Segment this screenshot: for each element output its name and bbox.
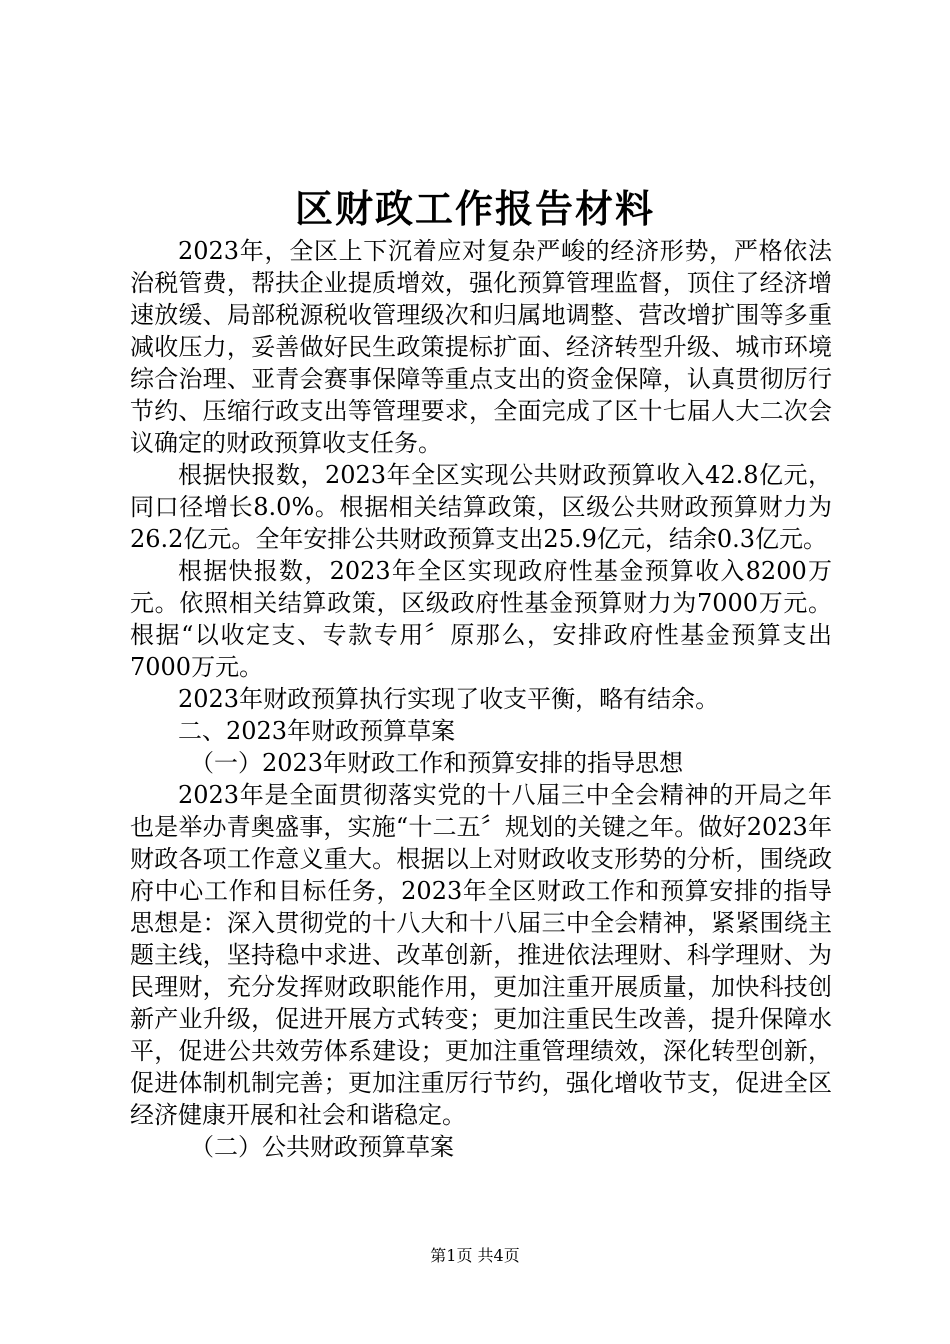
paragraph-balance: 2023年财政预算执行实现了收支平衡，略有结余。 [178,685,720,713]
paragraph-fund-budget: 根据快报数，2023年全区实现政府性基金预算收入8200万元。依照相关结算政策，区级政府性基金预算财力为7000万元。根据“以收定支、专款专用〞原那么，安排政府性基金预算支出7000万元。 [130,557,832,681]
paragraph-public-budget: 根据快报数，2023年全区实现公共财政预算收入42.8亿元，同口径增长8.0%。根据相关结算政策，区级公共财政预算财力为26.2亿元。全年安排公共财政预算支出25.9亿元，结余0.3亿元。 [130,461,832,553]
subsection-heading-public-budget-draft: （二）公共财政预算草案 [190,1133,454,1161]
section-heading-budget-draft: 二、2023年财政预算草案 [178,717,456,745]
document-body [130,235,832,1163]
document-title: 区财政工作报告材料 [294,186,655,231]
paragraph-guiding-ideology: 2023年是全面贯彻落实党的十八届三中全会精神的开局之年也是举办青奥盛事，实施“十二五〞规划的关键之年。做好2023年财政各项工作意义重大。根据以上对财政收支形势的分析，围绕政府中心工作和目标任务，2023年全区财政工作和预算安排的指导思想是：深入贯彻党的十八大和十八届三中全会精神，紧紧围绕主题主线，坚持稳中求进、改革创新，推进依法理财、科学理财、为民理财，充分发挥财政职能作用，更加注重开展质量，加快科技创新产业升级，促进开展方式转变；更加注重民生改善，提升保障水平，促进公共效劳体系建设；更加注重管理绩效，深化转型创新，促进体制机制完善；更加注重厉行节约，强化增收节支，促进全区经济健康开展和社会和谐稳定。 [130,781,832,1129]
subsection-heading-guiding-ideology: （一）2023年财政工作和预算安排的指导思想 [190,749,684,777]
paragraph-summary: 2023年，全区上下沉着应对复杂严峻的经济形势，严格依法治税管费，帮扶企业提质增效，强化预算管理监督，顶住了经济增速放缓、局部税源税收管理级次和归属地调整、营改增扩围等多重减收压力，妥善做好民生政策提标扩面、经济转型升级、城市环境综合治理、亚青会赛事保障等重点支出的资金保障，认真贯彻厉行节约、压缩行政支出等管理要求，全面完成了区十七届人大二次会议确定的财政预算收支任务。 [130,237,832,457]
page-number: 第1页 共4页 [430,1246,520,1265]
